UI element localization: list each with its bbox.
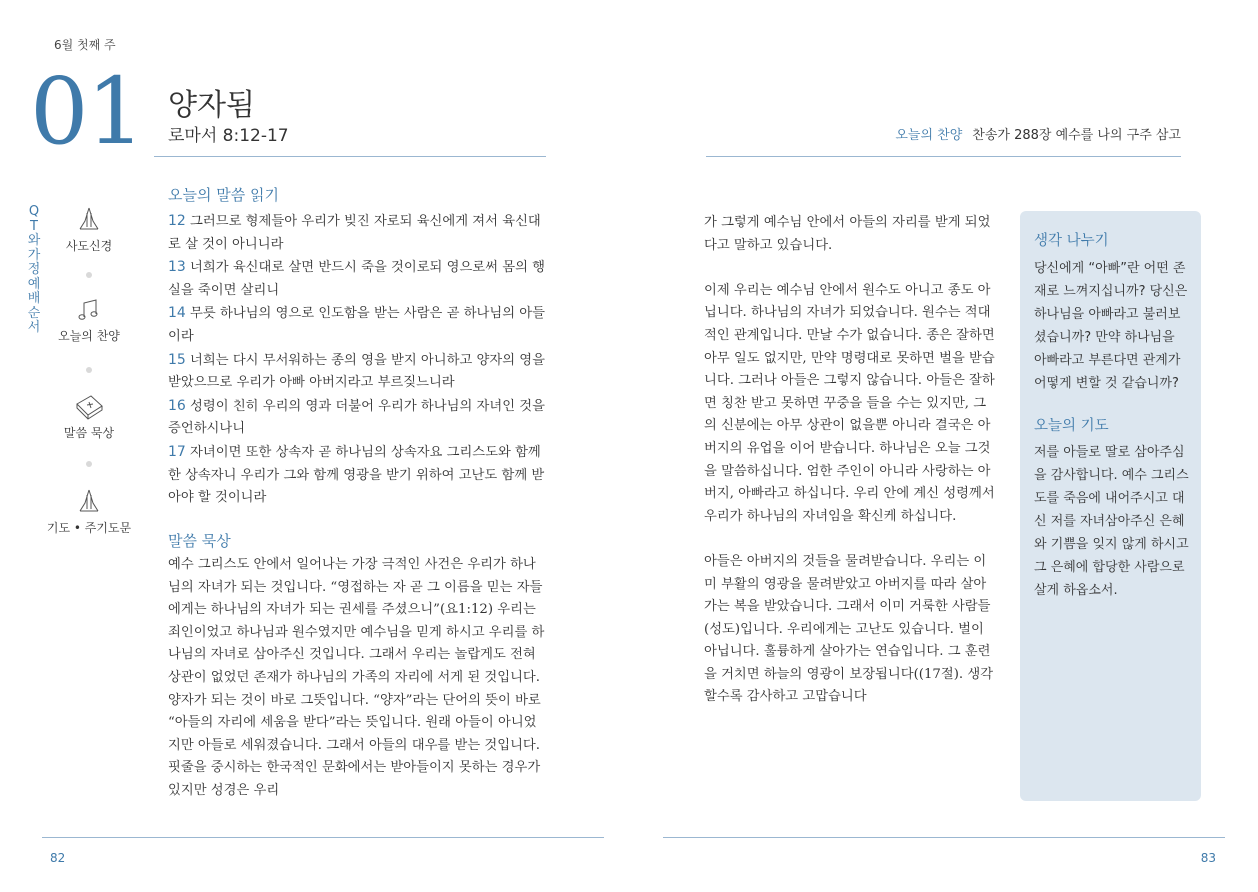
praying-hands-icon [74,205,104,235]
sidebar-item-prayer [44,487,134,536]
meditation-heading: 말씀 묵상 [168,532,231,550]
reading-verses [168,210,546,510]
verse-text: 무릇 하나님의 영으로 인도함을 받는 사람은 곧 하나님의 아들이라 [168,306,545,344]
sidebar-dot [86,367,92,373]
meditation-paragraph: 이제 우리는 예수님 안에서 원수도 아니고 종도 아닙니다. 하나님의 자녀가 되었습니다. 원수는 적대적인 관계입니다. 만날 수가 없습니다. 종은 잘하면 아무 일도 없지만, 만약 명령대로 못하면 벌을 받습니다. 그러나 아들은 그렇지 않습니다. 아들은 잘하면 칭찬 받고 못하면 꾸중을 들을 수는 있지만, 그의 신분에는 아무 상관이 없을뿐 아니라 결국은 아버지의 유업을 이어 받습니다. 하나님은 오늘 그것을 말씀하십니다. 엄한 주인이 아니라 사랑하는 아버지, 아빠라고 하십니다. 우리 안에 계신 성령께서 우리가 하나님의 자녀임을 확신케 하십니다. [704,282,995,524]
reading-heading: 오늘의 말씀 읽기 [168,186,279,204]
footer-rule-left [42,837,604,838]
meditation-paragraph: 예수 그리스도 안에서 일어나는 가장 극적인 사건은 우리가 하나님의 자녀가 되는 것입니다. “영접하는 자 곧 그 이름을 믿는 자들에게는 하나님의 자녀가 되는 권세를 주셨으니”(요1:12) 우리는 죄인이었고 하나님과 원수였지만 예수님을 믿게 하시고 우리를 하나님의 자녀로 삼아주신 것입니다. 그래서 우리는 놀랍게도 전혀 상관이 없었던 존재가 하나님의 가족의 자리에 서게 된 것입니다. 양자가 되는 것이 바로 그뜻입니다. “양자”라는 단어의 뜻이 바로 “아들의 자리에 세움을 받다”라는 뜻입니다. 원래 아들이 아니었지만 아들로 세워졌습니다. 그래서 아들의 대우를 받는 것입니다. 핏줄을 중시하는 한국적인 문화에서는 받아들이지 못하는 경우가 있지만 성경은 우리 [168,557,545,798]
verse-item [168,302,546,348]
verse-text: 성령이 친히 우리의 영과 더불어 우리가 하나님의 자녀인 것을 증언하시나니 [168,398,545,437]
prayer-text: 저를 아들로 딸로 삼아주심을 감사합니다. 예수 그리스도를 죽음에 내어주시고 대신 저를 자녀삼아주신 은혜와 기쁨을 잊지 않게 하시고 그 은혜에 합당한 사람으로 살게 하옵소서. [1034,445,1189,598]
page-number-left: 82 [50,851,66,865]
header-rule-right [706,156,1181,157]
header-rule-left [154,156,546,157]
music-note-icon [74,297,104,325]
verse-number: 14 [168,305,186,322]
footer-rule-right [663,837,1225,838]
verse-item [168,210,546,256]
day-number: 01 [30,58,144,165]
verse-number: 17 [168,443,186,460]
verse-number: 16 [168,397,186,414]
verse-text: 그러므로 형제들아 우리가 빚진 자로되 육신에게 져서 육신대로 살 것이 아니니라 [168,214,541,252]
verse-item [168,256,546,302]
scripture-reference: 로마서 8:12-17 [168,126,289,146]
bible-icon [73,392,105,422]
verse-item [168,349,546,395]
praying-hands-icon [74,487,104,517]
hymn-line [895,124,1181,143]
verse-number: 12 [168,213,186,229]
sidebar-vertical-label: QT와 가정예배 순서 [27,204,41,335]
hymn-label: 오늘의 찬양 [895,128,963,143]
page-number-right: 83 [1200,851,1216,865]
sharing-text: 당신에게 “아빠”란 어떤 존재로 느껴지십니까? 당신은 하나님을 아빠라고 불러보셨습니까? 만약 하나님을 아빠라고 부른다면 관계가 어떻게 변할 것 같습니까? [1034,261,1188,391]
verse-number: 13 [168,259,186,276]
verse-text: 너희가 육신대로 살면 반드시 죽을 것이로되 영으로써 몸의 행실을 죽이면 살리니 [168,260,545,298]
sidebar-item-label: 기도 • 주기도문 [46,521,132,535]
verse-text: 자녀이면 또한 상속자 곧 하나님의 상속자요 그리스도와 함께 한 상속자니 우리가 그와 함께 영광을 받기 위하여 고난도 함께 받아야 할 것이니라 [168,444,545,506]
verse-item [168,441,546,510]
sidebar-item-meditation [44,392,134,441]
page-title: 양자됨 [168,88,255,123]
sidebar-dot [86,461,92,467]
sharing-heading: 생각 나누기 [1034,233,1109,249]
sidebar-item-label: 말씀 묵상 [63,426,115,440]
sidebar-item-label: 사도신경 [65,239,113,253]
verse-item [168,395,546,441]
verse-number: 15 [168,351,186,368]
sidebar-item-label: 오늘의 찬양 [58,329,120,343]
meditation-continued [704,212,996,709]
meditation-paragraph: 아들은 아버지의 것들을 물려받습니다. 우리는 이미 부활의 영광을 물려받았고 아버지를 따라 살아가는 복을 받았습니다. 그래서 이미 거룩한 사람들(성도)입니다. 우리에게는 고난도 있습니다. 벌이 아닙니다. 훌륭하게 살아가는 연습입니다. 그 훈련을 거치면 하늘의 영광이 보장됩니다((17절). 생각할수록 감사하고 고맙습니다 [704,553,994,705]
sidebar-dot [86,272,92,278]
prayer-heading: 오늘의 기도 [1034,418,1109,434]
week-label: 6월 첫째 주 [54,38,116,52]
sidebar-item-apostles-creed [44,205,134,254]
verse-text: 너희는 다시 무서워하는 종의 영을 받지 아니하고 양자의 영을 받았으므로 우리가 아빠 아버지라고 부르짖느니라 [168,352,545,391]
meditation-paragraph: 가 그렇게 예수님 안에서 아들의 자리를 받게 되었다고 말하고 있습니다. [704,215,991,253]
hymn-text: 찬송가 288장 예수를 나의 구주 삼고 [972,128,1181,143]
sidebar-item-hymn [44,297,134,344]
